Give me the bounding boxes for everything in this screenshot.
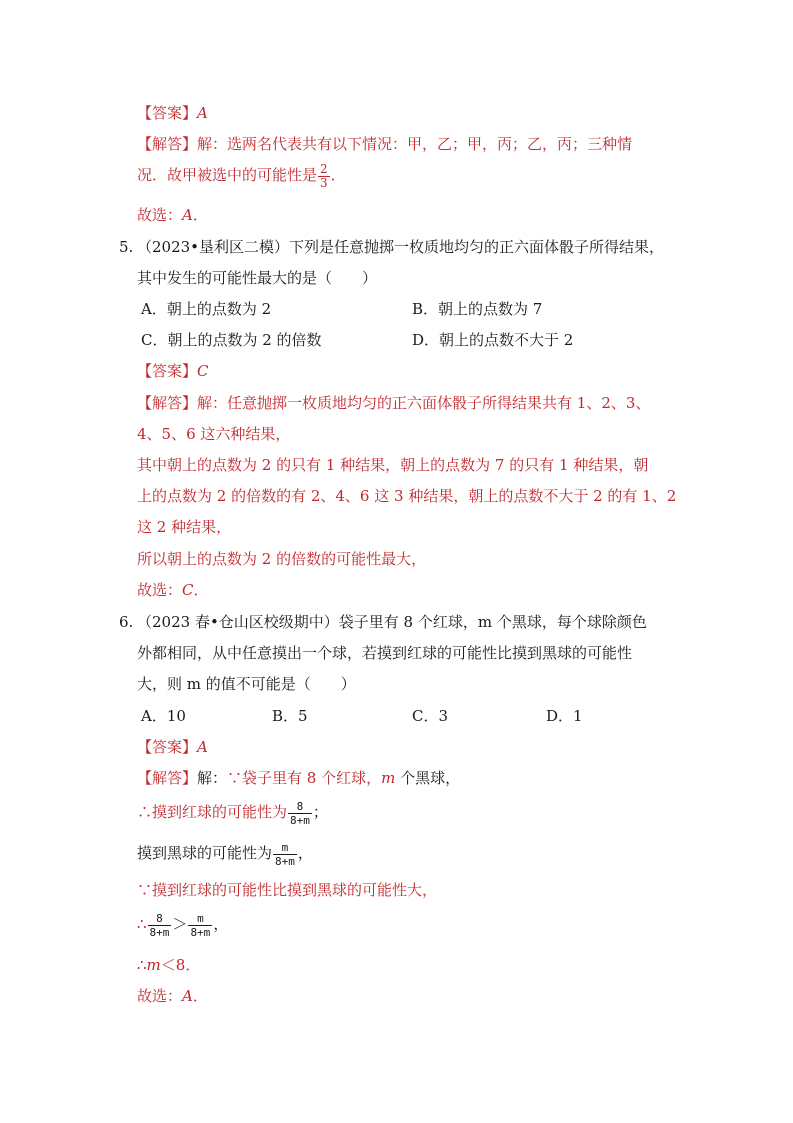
q5-choice-post: ． xyxy=(193,581,209,599)
q6-because-line: ∵摸到红球的可能性比摸到黑球的可能性大， xyxy=(137,881,438,899)
q4-answer-line xyxy=(137,103,208,123)
q4-answer-tag: 【答案】 xyxy=(137,104,198,122)
q5-choice-line xyxy=(137,580,209,600)
q6-choice-line xyxy=(137,986,208,1006)
q4-analysis-tag: 【解答】 xyxy=(137,135,198,153)
q4-analysis-text2: 况．故甲被选中的可能性是 xyxy=(137,166,318,184)
q5-stem-line1: （2023•垦利区二模）下列是任意抛掷一枚质地均匀的正六面体骰子所得结果， xyxy=(137,238,665,256)
q6-stem-line1: （2023 春•仓山区校级期中）袋子里有 8 个红球，m 个黑球，每个球除颜色 xyxy=(137,613,647,631)
q6-analysis-red: ∵袋子里有 8 个红球， xyxy=(227,769,382,787)
q4-answer-value: A xyxy=(197,104,208,122)
q6-black-prob-pre: 摸到黑球的可能性为 xyxy=(137,844,273,862)
q5-analysis-line2: 4、5、6 这六种结果， xyxy=(137,425,291,443)
q6-ineq-left-num: 8 xyxy=(148,912,172,926)
q5-analysis-text1: 解：任意抛掷一枚质地均匀的正六面体骰子所得结果共有 1、2、3、 xyxy=(197,394,651,412)
q5-analysis-line4: 上的点数为 2 的倍数的有 2、4、6 这 3 种结果，朝上的点数不大于 2 的有 1、2 xyxy=(137,487,677,505)
q5-analysis-line1 xyxy=(137,393,650,413)
q5-analysis-line5: 这 2 种结果， xyxy=(137,518,232,536)
q5-analysis-line6: 所以朝上的点数为 2 的倍数的可能性最大， xyxy=(137,550,427,568)
q6-analysis-line1 xyxy=(137,768,460,788)
q6-concl-m: m xyxy=(146,956,161,974)
q5-choice-value: C xyxy=(182,581,194,599)
q4-choice-pre: 故选： xyxy=(137,206,183,224)
q6-concl-rest: ＜8． xyxy=(160,956,201,974)
q6-ineq-op: ＞ xyxy=(172,915,188,933)
q6-red-prob-line xyxy=(137,797,328,827)
q4-frac-den: 3 xyxy=(320,175,328,190)
q5-option-b: B．朝上的点数为 7 xyxy=(412,300,543,318)
q4-choice-post: ． xyxy=(192,206,208,224)
q6-red-prob-post: ； xyxy=(312,803,328,821)
q5-stem-line2: 其中发生的可能性最大的是（ ） xyxy=(137,269,378,287)
q5-answer-value: C xyxy=(197,362,209,380)
q6-analysis-m: m xyxy=(381,769,396,787)
q6-option-d: D．1 xyxy=(546,707,583,725)
q5-choice-pre: 故选： xyxy=(137,581,183,599)
q5-answer-tag: 【答案】 xyxy=(137,362,198,380)
q5-answer-line xyxy=(137,361,209,381)
q6-choice-post: ． xyxy=(192,987,208,1005)
q4-analysis-text2-post: ． xyxy=(330,166,346,184)
q6-ineq-right-num: m xyxy=(188,912,212,926)
q6-ineq-right-frac xyxy=(188,912,212,939)
q6-answer-line xyxy=(137,737,208,757)
q5-option-d: D．朝上的点数不大于 2 xyxy=(412,331,574,349)
q6-ineq-left-den: 8+m xyxy=(149,925,170,939)
q6-choice-pre: 故选： xyxy=(137,987,183,1005)
q6-analysis-pre: 解： xyxy=(197,769,228,787)
q4-choice-line xyxy=(137,205,208,225)
q5-option-a: A．朝上的点数为 2 xyxy=(141,300,272,318)
q6-answer-tag: 【答案】 xyxy=(137,738,198,756)
q6-black-prob-post: ， xyxy=(297,844,313,862)
q6-number: 6. xyxy=(119,613,134,631)
q6-red-frac-num: 8 xyxy=(288,800,312,814)
q6-option-c: C．3 xyxy=(412,707,449,725)
q6-choice-value: A xyxy=(182,987,193,1005)
q6-ineq-left-frac xyxy=(148,912,172,939)
q4-choice-value: A xyxy=(182,206,193,224)
q6-analysis-post: 个黑球， xyxy=(395,769,461,787)
q6-red-prob-pre: ∴摸到红球的可能性为 xyxy=(137,803,288,821)
q6-answer-value: A xyxy=(197,738,208,756)
q6-stem-line2: 外都相同，从中任意摸出一个球，若摸到红球的可能性比摸到黑球的可能性 xyxy=(137,644,633,662)
q6-ineq-therefore: ∴ xyxy=(137,915,147,933)
q5-number: 5. xyxy=(119,238,134,256)
q4-frac-num: 2 xyxy=(320,161,328,176)
q6-ineq-post: ， xyxy=(213,915,229,933)
q4-analysis-line2 xyxy=(137,162,346,190)
q6-conclusion-line xyxy=(137,955,200,975)
q6-black-frac-num: m xyxy=(273,841,297,855)
q6-ineq-right-den: 8+m xyxy=(190,925,211,939)
q6-black-prob-frac xyxy=(273,841,297,868)
q6-black-frac-den: 8+m xyxy=(275,854,295,868)
q6-red-prob-frac xyxy=(288,800,312,827)
q5-analysis-tag: 【解答】 xyxy=(137,394,198,412)
q6-option-b: B．5 xyxy=(272,707,308,725)
q4-analysis-text1: 解：选两名代表共有以下情况：甲，乙；甲，丙；乙，丙；三种情 xyxy=(197,135,633,153)
q4-fraction xyxy=(318,163,330,190)
q6-concl-therefore: ∴ xyxy=(137,956,147,974)
q6-inequality-line xyxy=(137,909,228,939)
q6-black-prob-line xyxy=(137,838,313,868)
q6-stem-line3: 大，则 m 的值不可能是（ ） xyxy=(137,675,356,693)
q6-red-frac-den: 8+m xyxy=(290,813,310,827)
q4-analysis-line1 xyxy=(137,134,632,154)
q5-analysis-line3: 其中朝上的点数为 2 的只有 1 种结果，朝上的点数为 7 的只有 1 种结果，朝 xyxy=(137,456,649,474)
q6-analysis-tag: 【解答】 xyxy=(137,769,198,787)
q5-option-c: C．朝上的点数为 2 的倍数 xyxy=(141,331,322,349)
q6-option-a: A．10 xyxy=(141,707,186,725)
